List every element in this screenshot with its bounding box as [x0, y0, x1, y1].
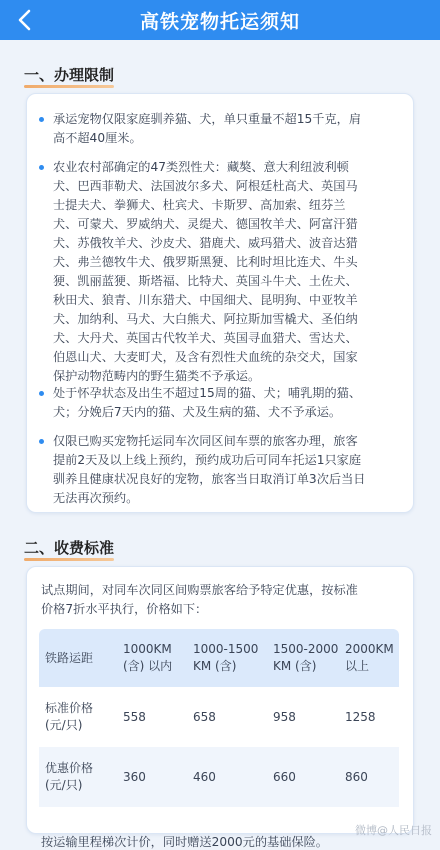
text-line: 犬；分娩后7天内的猫、犬及生病的猫、犬不予承运。: [53, 405, 342, 419]
row-label-text: 标准价格: [45, 701, 94, 715]
text-line: 保护动物范畴内的野生猫类不予承运。: [53, 369, 261, 383]
bullet-dot: [39, 391, 44, 396]
header-text: 1500-2000: [273, 642, 339, 656]
text-line: 秋田犬、狼青、川东猎犬、中国细犬、昆明狗、中亚牧羊: [53, 293, 358, 307]
text-line: 犬、大丹犬、英国古代牧羊犬、英国寻血猎犬、雪达犬、: [53, 331, 358, 345]
text-line: 价格7折水平执行，价格如下：: [41, 602, 208, 616]
table-row: [39, 747, 399, 807]
text-line: 士提夫犬、拳狮犬、杜宾犬、卡斯罗、高加索、纽芬兰: [53, 198, 346, 212]
fee-intro: [41, 581, 397, 619]
table-cell: 360: [123, 769, 146, 784]
text-line: 驯养且健康状况良好的宠物，旅客当日取消订单3次后当日: [53, 472, 366, 486]
row-label-text: (元/只): [45, 778, 83, 792]
header-text: 铁路运距: [45, 650, 94, 665]
text-line: 农业农村部确定的47类烈性犬：藏獒、意大利纽波利顿: [53, 160, 349, 174]
text-line: 㹴、凯丽蓝㹴、斯塔福、比特犬、英国斗牛犬、土佐犬、: [53, 274, 358, 288]
watermark: 微博@人民日报: [355, 824, 432, 837]
column-header: [39, 629, 117, 687]
row-label: [39, 747, 117, 807]
pricing-note: 按运输里程梯次计价，同时赠送2000元的基础保险。: [41, 835, 328, 849]
table-cell: 958: [273, 709, 296, 724]
header-text: KM (含): [273, 659, 317, 673]
text-line: 伯恩山犬、大麦町犬，及含有烈性犬血统的杂交犬，国家: [53, 350, 358, 364]
header-text: 1000-1500: [193, 642, 259, 656]
header-text: KM (含): [193, 659, 237, 673]
header-text: 以上: [345, 659, 370, 673]
column-header: [339, 629, 399, 687]
table-header-row: [39, 629, 399, 687]
table-cell: 658: [193, 709, 216, 724]
text-line: 犬、苏俄牧羊犬、沙皮犬、猎鹿犬、威玛猎犬、波音达猎: [53, 236, 358, 250]
header-text: 2000KM: [345, 642, 394, 656]
column-header: [117, 629, 187, 687]
bullet-dot: [39, 117, 44, 122]
restriction-item: [39, 158, 395, 386]
text-line: 犬、巴西菲勒犬、法国波尔多犬、阿根廷杜高犬、英国马: [53, 179, 358, 193]
section-title-fees: [24, 537, 114, 558]
restriction-item: [39, 384, 395, 422]
header-text: (含) 以内: [123, 659, 173, 673]
section-title-restrictions: [24, 64, 114, 85]
row-label-text: 优惠价格: [45, 761, 94, 775]
table-cell: 860: [345, 769, 368, 784]
table-cell: 660: [273, 769, 296, 784]
text-line: 犬、弗兰德牧牛犬、俄罗斯黑㹴、比利时坦比连犬、牛头: [53, 255, 358, 269]
text-line: 承运宠物仅限家庭驯养猫、犬，单只重量不超15千克，肩: [53, 112, 362, 126]
table-cell: 558: [123, 709, 146, 724]
page-title: 高铁宠物托运须知: [139, 10, 300, 33]
text-line: 无法再次预约。: [53, 491, 139, 505]
column-header: [267, 629, 339, 687]
text-line: 处于怀孕状态及出生不超过15周的猫、犬；哺乳期的猫、: [53, 386, 362, 400]
restriction-item: [39, 110, 395, 148]
chevron-left-icon[interactable]: [10, 4, 38, 36]
row-label: [39, 687, 117, 747]
text-line: 仅限已购买宠物托运同车次同区间车票的旅客办理，旅客: [53, 434, 358, 448]
bullet-dot: [39, 165, 44, 170]
table-cell: 1258: [345, 709, 376, 724]
restrictions-card: [26, 93, 414, 513]
text-line: 试点期间，对同车次同区间购票旅客给予特定优惠，按标准: [41, 583, 358, 597]
table-cell: 460: [193, 769, 216, 784]
section-title-text: 一、办理限制: [24, 66, 115, 84]
bullet-dot: [39, 439, 44, 444]
column-header: [187, 629, 267, 687]
text-line: 犬、加纳利、马犬、大白熊犬、阿拉斯加雪橇犬、圣伯纳: [53, 312, 358, 326]
row-label-text: (元/只): [45, 718, 83, 732]
text-line: 犬、可蒙犬、罗威纳犬、灵缇犬、德国牧羊犬、阿富汗猎: [53, 217, 358, 231]
top-bar: [0, 0, 440, 40]
title-underline: [24, 85, 114, 88]
header-text: 1000KM: [123, 642, 172, 656]
section-title-text: 二、收费标准: [24, 539, 115, 557]
title-underline: [24, 558, 114, 561]
table-row: [39, 687, 399, 747]
fee-table: [39, 629, 399, 807]
text-line: 提前2天及以上线上预约，预约成功后可同车托运1只家庭: [53, 453, 362, 467]
restriction-item: [39, 432, 395, 508]
fees-card: [26, 566, 414, 849]
text-line: 高不超40厘米。: [53, 131, 142, 145]
